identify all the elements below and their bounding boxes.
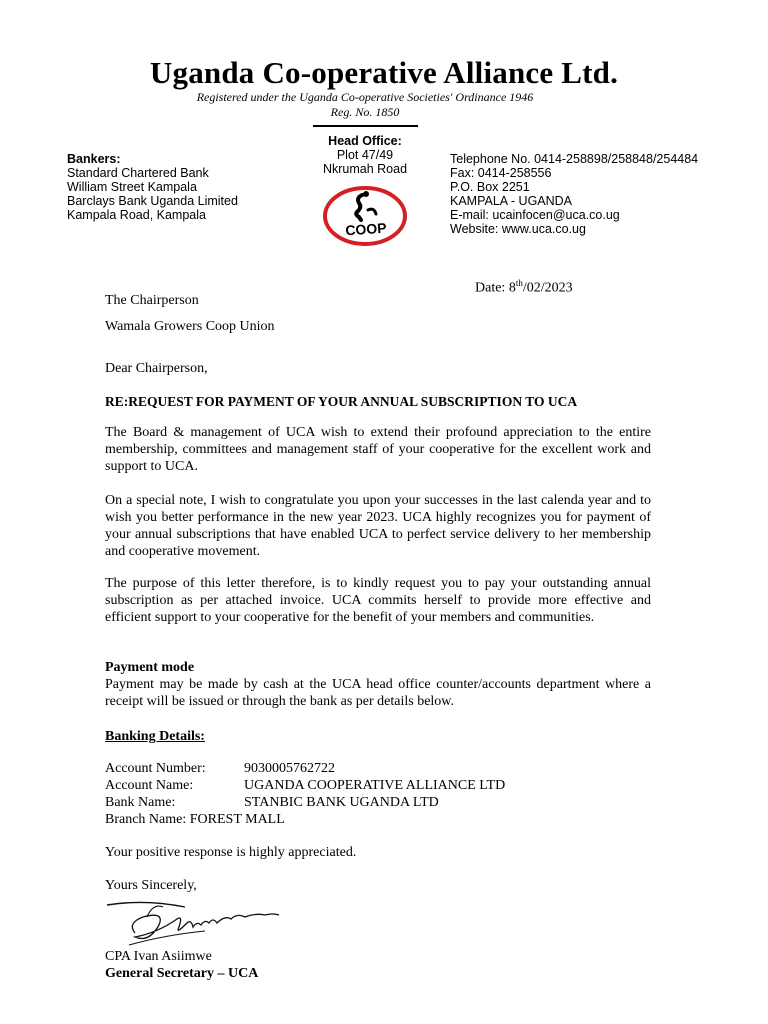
paragraph-appreciation: The Board & management of UCA wish to extend their profound appreciation to the entire membership, committees and management staff of your cooperative for the excellent work and support to UCA. <box>105 425 651 474</box>
contacts-block <box>450 152 698 236</box>
account-number-label: Account Number: <box>105 761 206 776</box>
payment-mode-heading: Payment mode <box>105 660 195 675</box>
email: E-mail: ucainfocen@uca.co.ug <box>450 208 620 222</box>
organization-title: Uganda Co-operative Alliance Ltd. <box>149 55 619 90</box>
po-box: P.O. Box 2251 <box>450 180 530 194</box>
payment-mode-text: Payment may be made by cash at the UCA head office counter/accounts department where a receipt will be issued or through the bank as per details below. <box>105 677 651 709</box>
sign-off: Yours Sincerely, <box>105 878 197 893</box>
signatory-name: CPA Ivan Asiimwe <box>105 949 212 964</box>
header-divider <box>313 125 418 127</box>
salutation: Dear Chairperson, <box>105 361 208 376</box>
bankers-block <box>67 152 238 222</box>
account-number-value: 9030005762722 <box>244 761 335 776</box>
logo-text: COOP <box>344 219 388 239</box>
city: KAMPALA - UGANDA <box>450 194 573 208</box>
bank-name-label: Bank Name: <box>105 795 176 810</box>
coop-logo-icon <box>322 186 408 246</box>
bankers-title: Bankers: <box>67 152 121 166</box>
bankers-line: William Street Kampala <box>67 180 197 194</box>
paragraph-congratulations: On a special note, I wish to congratulate you upon your successes in the last calenda year and to wish you better performance in the new year 2023. UCA highly recognizes you for payment of your annual subscriptions that have enabled UCA to perfect service delivery to her membership and cooperative movement. <box>105 493 651 559</box>
telephone: Telephone No. 0414-258898/258848/254484 <box>450 152 699 166</box>
account-name-value: UGANDA COOPERATIVE ALLIANCE LTD <box>244 778 506 793</box>
bankers-line: Standard Chartered Bank <box>67 166 209 180</box>
paragraph-purpose: The purpose of this letter therefore, is to kindly request you to pay your outstanding annual subscription as per attached invoice. UCA commits herself to provide more effective and efficient support to your cooperative for the benefit of your members and communities. <box>105 576 651 625</box>
banking-details-heading: Banking Details: <box>105 729 205 744</box>
website: Website: www.uca.co.ug <box>450 222 586 236</box>
head-office-title: Head Office: <box>328 134 402 148</box>
registration-note: Registered under the Uganda Co-operative Societies' Ordinance 1946 <box>196 90 534 104</box>
letter-date: Date: 8th/02/2023 <box>475 278 573 296</box>
signatory-title: General Secretary – UCA <box>105 966 259 981</box>
head-office-road: Nkrumah Road <box>322 162 408 176</box>
bankers-line: Kampala Road, Kampala <box>67 208 206 222</box>
recipient-title: The Chairperson <box>105 293 199 308</box>
branch-name: Branch Name: FOREST MALL <box>105 812 285 827</box>
subject-line: RE:REQUEST FOR PAYMENT OF YOUR ANNUAL SUBSCRIPTION TO UCA <box>105 394 578 409</box>
head-office-plot: Plot 47/49 <box>336 148 394 162</box>
bankers-line: Barclays Bank Uganda Limited <box>67 194 238 208</box>
account-name-label: Account Name: <box>105 778 194 793</box>
recipient-organization: Wamala Growers Coop Union <box>105 319 275 334</box>
appreciation-line: Your positive response is highly appreciated. <box>105 845 357 860</box>
registration-number: Reg. No. 1850 <box>330 105 400 119</box>
signature-icon <box>105 893 283 951</box>
fax: Fax: 0414-258556 <box>450 166 552 180</box>
bank-name-value: STANBIC BANK UGANDA LTD <box>244 795 439 810</box>
